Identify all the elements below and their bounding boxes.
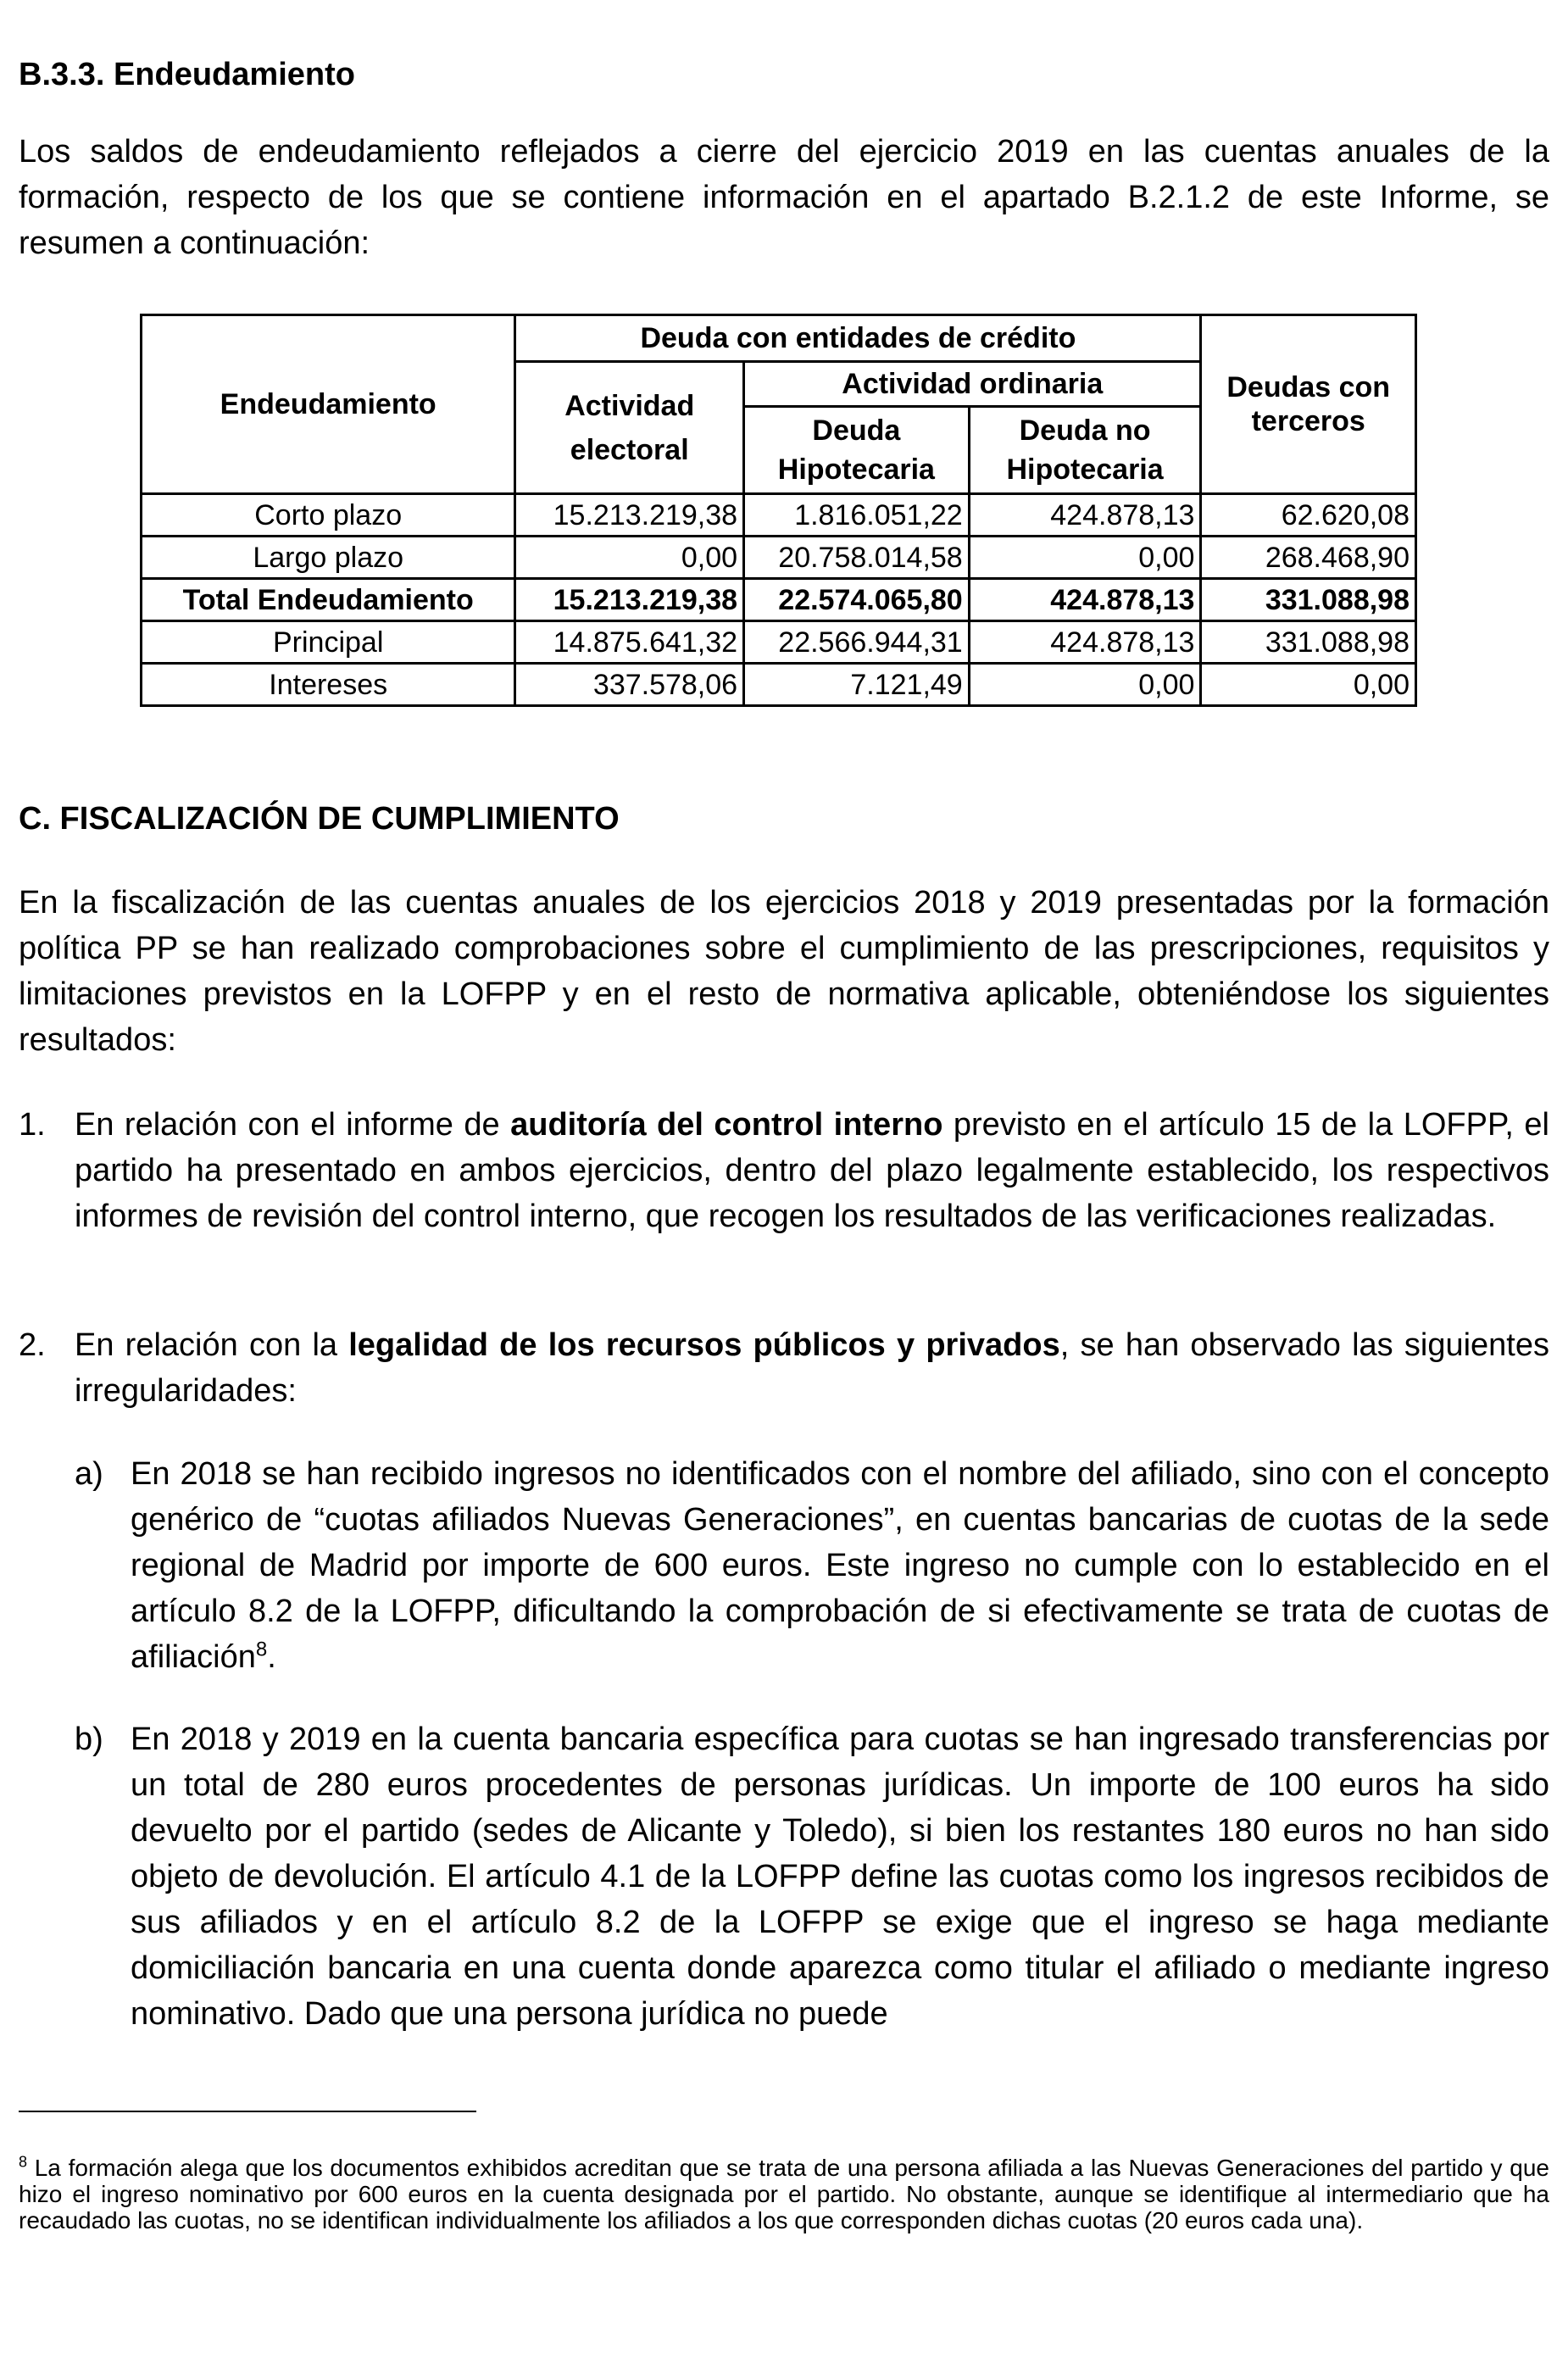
header-deuda-no-hipotecaria xyxy=(969,407,1201,494)
intro-paragraph: Los saldos de endeudamiento reflejados a cierre del ejercicio 2019 en las cuentas anuales de la formación, respecto de los que se contiene información en el apartado B.2.1.2 de este Informe, se resumen a continuación: xyxy=(19,134,1549,261)
debt-table xyxy=(140,314,1417,707)
item1-bold: auditoría del control interno xyxy=(510,1107,943,1143)
cell-hipotecaria: 22.566.944,31 xyxy=(744,621,970,664)
section-heading-b333: B.3.3. Endeudamiento xyxy=(19,57,355,92)
cell-terceros: 331.088,98 xyxy=(1201,579,1416,621)
cell-no-hipotecaria: 424.878,13 xyxy=(969,579,1201,621)
cell-no-hipotecaria: 0,00 xyxy=(969,664,1201,706)
list-item-a xyxy=(131,1451,1549,1680)
table-row xyxy=(142,494,1416,537)
header-actividad-electoral-text: Actividad electoral xyxy=(564,389,695,466)
cell-electoral: 0,00 xyxy=(515,537,744,579)
footnote-ref-8[interactable]: 8 xyxy=(255,1638,268,1661)
row-label: Principal xyxy=(142,621,515,664)
cell-electoral: 15.213.219,38 xyxy=(515,579,744,621)
header-endeudamiento: Endeudamiento xyxy=(142,315,515,494)
item1-pre: En relación con el informe de xyxy=(75,1107,511,1143)
header-deudas-terceros-text: Deudas con terceros xyxy=(1226,371,1391,437)
header-deuda-entidades: Deuda con entidades de crédito xyxy=(515,315,1201,362)
list-number-1: 1. xyxy=(19,1107,46,1143)
section-c-intro: En la fiscalización de las cuentas anuales de los ejercicios 2018 y 2019 presentadas por la formación política PP se han realizado comprobaciones sobre el cumplimiento de las prescripciones, requisitos y limitaciones previstos en la LOFPP y en el resto de normativa aplicable, obteniéndose los siguientes resultados: xyxy=(19,885,1549,1058)
list-letter-b: b) xyxy=(75,1722,103,1757)
item2-post: , se han observado las siguientes irregularidades: xyxy=(75,1327,1549,1409)
row-label: Largo plazo xyxy=(142,537,515,579)
cell-no-hipotecaria: 424.878,13 xyxy=(969,621,1201,664)
footnote-number: 8 xyxy=(19,2153,28,2171)
cell-hipotecaria: 20.758.014,58 xyxy=(744,537,970,579)
row-label: Intereses xyxy=(142,664,515,706)
list-letter-a: a) xyxy=(75,1456,103,1492)
list-item-b: En 2018 y 2019 en la cuenta bancaria específica para cuotas se han ingresado transferencias por un total de 280 euros procedentes de personas jurídicas. Un importe de 100 euros ha sido devuelto por el partido (sedes de Alicante y Toledo), si bien los restantes 180 euros no han sido objeto de devolución. El artículo 4.1 de la LOFPP define las cuotas como los ingresos recibidos de sus afiliados y en el artículo 8.2 de la LOFPP se exige que el ingreso se haga mediante domiciliación bancaria en una cuenta donde aparezca como titular el afiliado o mediante ingreso nominativo. Dado que una persona jurídica no puede xyxy=(131,1722,1549,2032)
item-a-text: En 2018 se han recibido ingresos no identificados con el nombre del afiliado, sino con el concepto genérico de “cuotas afiliados Nuevas Generaciones”, en cuentas bancarias de cuotas de la sede regional de Madrid por importe de 600 euros. Este ingreso no cumple con lo establecido en el artículo 8.2 de la LOFPP, dificultando la comprobación de si efectivamente se trata de cuotas de afiliación xyxy=(131,1456,1549,1675)
list-number-2: 2. xyxy=(19,1327,46,1363)
cell-hipotecaria: 1.816.051,22 xyxy=(744,494,970,537)
row-label: Total Endeudamiento xyxy=(142,579,515,621)
cell-terceros: 0,00 xyxy=(1201,664,1416,706)
cell-hipotecaria: 22.574.065,80 xyxy=(744,579,970,621)
item1-post: previsto en el artículo 15 de la LOFPP, el partido ha presentado en ambos ejercicios, dentro del plazo legalmente establecido, los respectivos informes de revisión del control interno, que recogen los resultados de las verificaciones realizadas. xyxy=(75,1107,1549,1234)
header-actividad-electoral xyxy=(515,362,744,494)
list-item-1 xyxy=(75,1102,1549,1239)
item2-bold: legalidad de los recursos públicos y privados xyxy=(348,1327,1060,1363)
item2-pre: En relación con la xyxy=(75,1327,349,1363)
header-deuda-hipotecaria xyxy=(744,407,970,494)
header-actividad-ordinaria: Actividad ordinaria xyxy=(744,362,1201,407)
table-row xyxy=(142,537,1416,579)
cell-no-hipotecaria: 424.878,13 xyxy=(969,494,1201,537)
cell-electoral: 337.578,06 xyxy=(515,664,744,706)
cell-electoral: 15.213.219,38 xyxy=(515,494,744,537)
list-item-2 xyxy=(75,1322,1549,1414)
footnote-8 xyxy=(19,2155,1549,2233)
cell-terceros: 268.468,90 xyxy=(1201,537,1416,579)
header-deuda-hipotecaria-text: Deuda Hipotecaria xyxy=(777,414,935,486)
table-row xyxy=(142,621,1416,664)
cell-no-hipotecaria: 0,00 xyxy=(969,537,1201,579)
footnote-divider xyxy=(19,2111,476,2112)
header-deuda-no-hipotecaria-text: Deuda no Hipotecaria xyxy=(1006,414,1164,486)
cell-electoral: 14.875.641,32 xyxy=(515,621,744,664)
cell-hipotecaria: 7.121,49 xyxy=(744,664,970,706)
table-row-total xyxy=(142,579,1416,621)
footnote-text: La formación alega que los documentos exhibidos acreditan que se trata de una persona afiliada a las Nuevas Generaciones del partido y que hizo el ingreso nominativo por 600 euros en la cuenta designada por el partido. No obstante, aunque se identifique al intermediario que ha recaudado las cuotas, no se identifican individualmente los afiliados a los que corresponden dichas cuotas (20 euros cada una). xyxy=(19,2155,1549,2233)
section-heading-c: C. FISCALIZACIÓN DE CUMPLIMIENTO xyxy=(19,801,620,837)
table-row xyxy=(142,664,1416,706)
header-deudas-terceros xyxy=(1201,315,1416,494)
row-label: Corto plazo xyxy=(142,494,515,537)
cell-terceros: 331.088,98 xyxy=(1201,621,1416,664)
cell-terceros: 62.620,08 xyxy=(1201,494,1416,537)
item-a-end: . xyxy=(267,1639,276,1675)
